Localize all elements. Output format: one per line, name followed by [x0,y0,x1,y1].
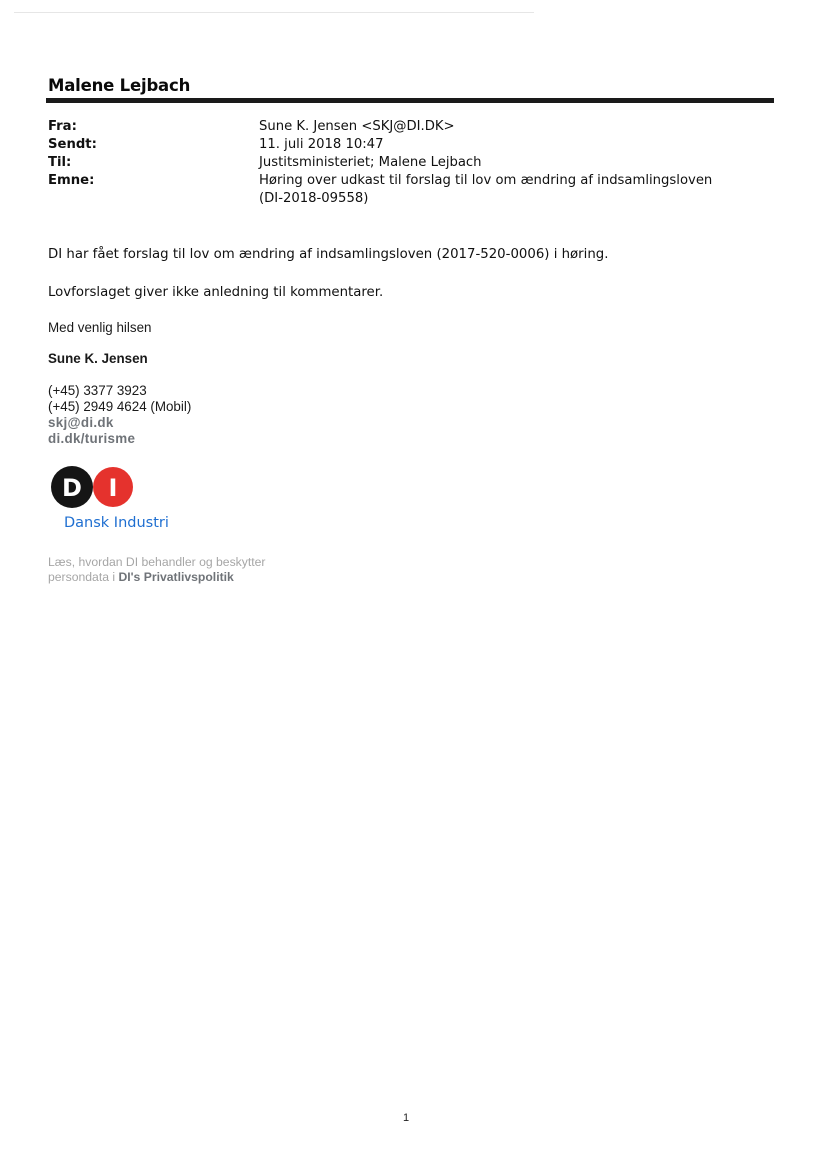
header-sent-label: Sendt: [48,137,97,152]
logo-letter-d: D [62,474,82,502]
signature-contact [48,383,191,447]
page-number: 1 [403,1112,410,1124]
signature-website-link[interactable]: di.dk/turisme [48,431,136,446]
header-subject-line1: Høring over udkast til forslag til lov om ændring af indsamlingsloven [259,173,713,188]
email-headers [48,118,768,208]
header-subject-value [259,172,768,208]
di-logo-icon [50,463,140,513]
header-sent-value: 11. juli 2018 10:47 [259,137,384,152]
header-sent [48,136,768,154]
signature-phone: (+45) 3377 3923 [48,383,147,398]
signature-email-link[interactable]: skj@di.dk [48,415,114,430]
header-subject-label: Emne: [48,173,95,188]
privacy-line-2-text: persondata i [48,570,119,584]
signature-mobile: (+45) 2949 4624 (Mobil) [48,399,192,414]
signature-name: Sune K. Jensen [48,351,148,366]
signature-greeting: Med venlig hilsen [48,320,152,335]
header-to [48,154,768,172]
header-from-label: Fra: [48,119,77,134]
header-subject [48,172,768,208]
header-from-value: Sune K. Jensen <SKJ@DI.DK> [259,119,455,134]
scan-edge-line [14,12,534,13]
dansk-industri-logo [50,463,180,543]
header-divider [46,98,774,103]
privacy-line-2 [48,570,265,585]
logo-wordmark: Dansk Industri [64,515,169,531]
sender-name: Malene Lejbach [48,76,191,95]
header-subject-line2: (DI-2018-09558) [259,191,369,206]
header-to-label: Til: [48,155,72,170]
header-from [48,118,768,136]
privacy-notice [48,555,265,585]
privacy-line-1: Læs, hvordan DI behandler og beskytter [48,555,266,569]
body-paragraph-1: DI har fået forslag til lov om ændring af indsamlingsloven (2017-520-0006) i høring. [48,247,609,262]
header-to-value: Justitsministeriet; Malene Lejbach [259,155,482,170]
privacy-policy-link[interactable]: DI's Privatlivspolitik [118,570,234,584]
body-paragraph-2: Lovforslaget giver ikke anledning til kommentarer. [48,285,384,300]
logo-letter-i: I [108,474,118,502]
